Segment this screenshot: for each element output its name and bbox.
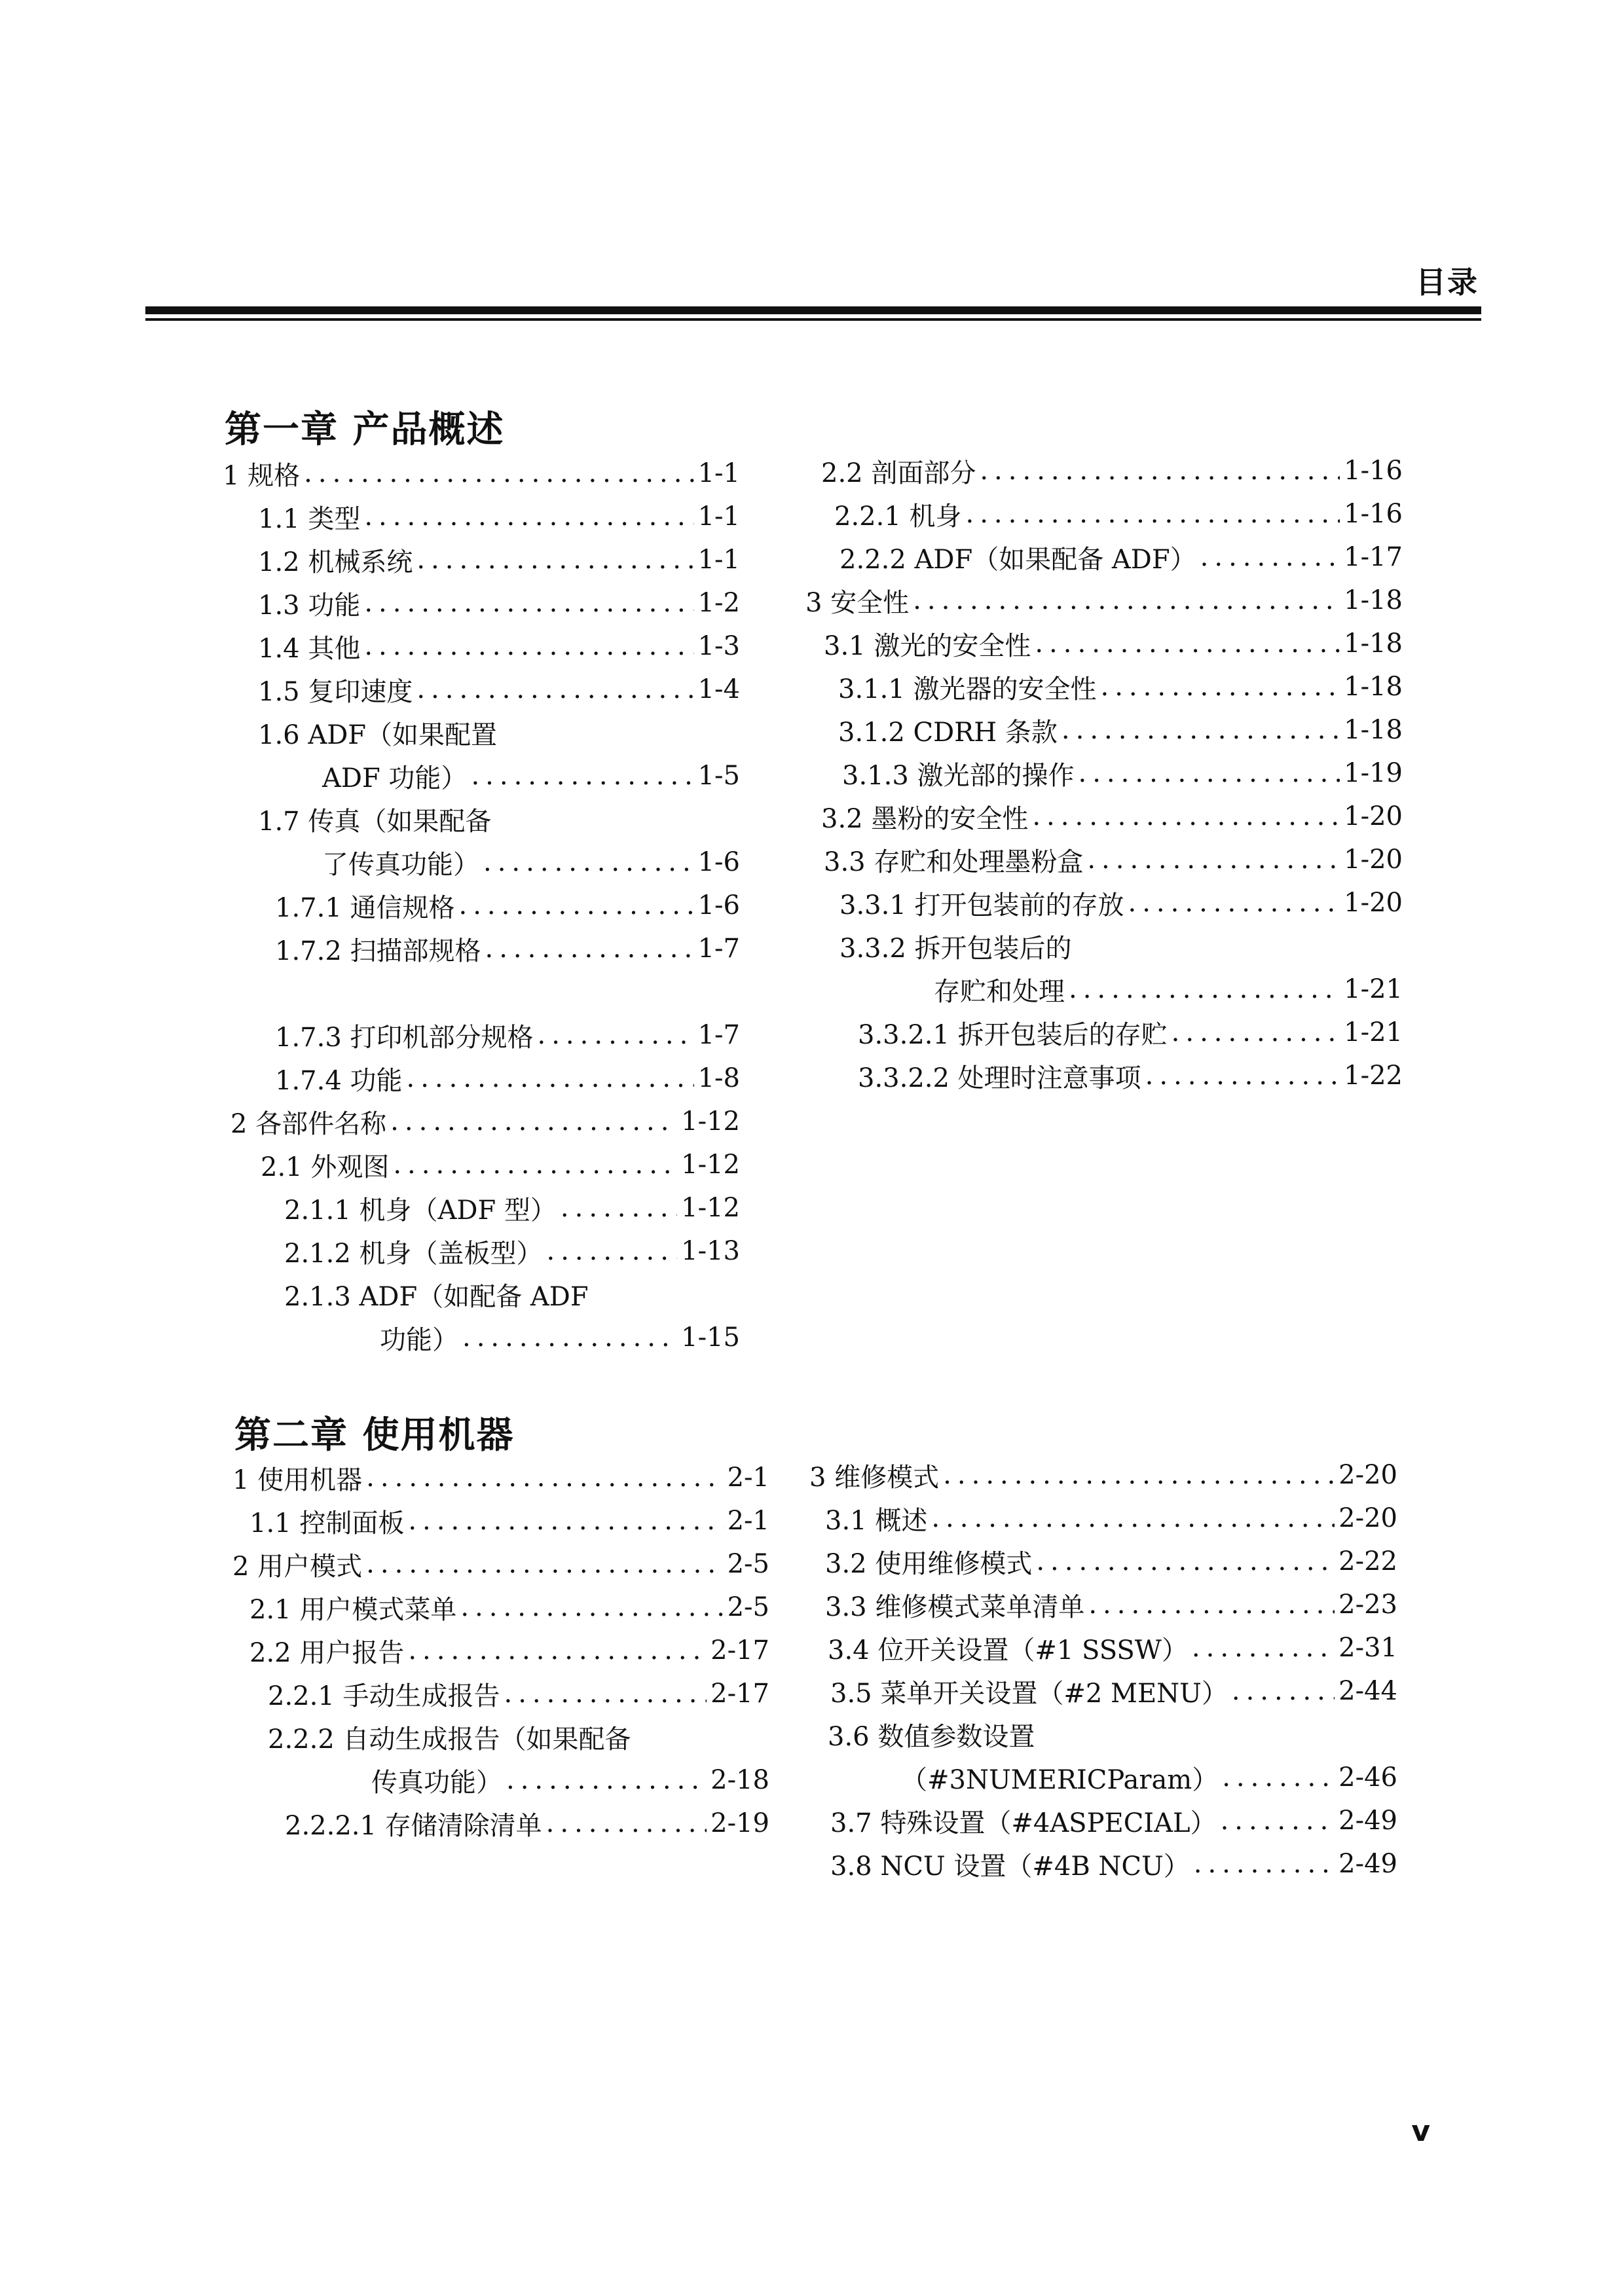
- toc-leader: [408, 1506, 723, 1536]
- toc-entry-page: 2-17: [710, 1635, 769, 1666]
- toc-entry-page: 1-2: [697, 588, 740, 618]
- toc-entry-title: 2.1 外观图: [261, 1152, 390, 1182]
- toc-entry-title: 2.1.3 ADF（如配备 ADF: [284, 1281, 589, 1312]
- toc-entry-page: 1-17: [1344, 542, 1403, 572]
- toc-leader: [471, 761, 693, 791]
- toc-leader: [459, 890, 694, 920]
- toc-entry-page: 2-18: [710, 1765, 769, 1795]
- toc-entry-title: 1.1 类型: [258, 503, 361, 534]
- toc-entry-page: 1-1: [697, 545, 740, 575]
- toc-entry[interactable]: [223, 927, 740, 970]
- toc-entry-title: 3.1 概述: [825, 1505, 928, 1536]
- toc-entry[interactable]: [805, 924, 1403, 968]
- toc-leader: [1069, 974, 1340, 1004]
- toc-leader: [1088, 1590, 1335, 1620]
- toc-entry-title: 1.7 传真（如果配备: [258, 806, 492, 837]
- toc-entry-title: 1.7.2 扫描部规格: [275, 936, 481, 966]
- toc-entry[interactable]: [223, 1100, 740, 1143]
- toc-entry-title: 3.4 位开关设置（#1 SSSW）: [828, 1635, 1188, 1666]
- toc-leader: [1087, 845, 1340, 875]
- toc-entry-page: 2-22: [1338, 1546, 1397, 1576]
- toc-entry-title: 2.1.1 机身（ADF 型）: [284, 1195, 557, 1226]
- toc-entry-title: 3.3.2.2 处理时注意事项: [858, 1063, 1141, 1093]
- toc-entry-title: 3.3 存贮和处理墨粉盒: [824, 847, 1084, 877]
- toc-entry[interactable]: [805, 708, 1403, 752]
- toc-leader: [304, 458, 693, 488]
- toc-entry-page: 2-20: [1338, 1503, 1397, 1533]
- toc-leader: [1035, 629, 1340, 659]
- toc-leader: [506, 1765, 707, 1795]
- toc-entry-title: 2.2.2 自动生成报告（如果配备: [268, 1724, 631, 1755]
- toc-entry[interactable]: [223, 1057, 740, 1100]
- toc-entry-page: 1-20: [1344, 801, 1403, 831]
- toc-entry[interactable]: [805, 881, 1403, 924]
- toc-entry[interactable]: [809, 1626, 1397, 1669]
- toc-entry-page: 1-15: [681, 1322, 740, 1353]
- toc-entry-page: 2-1: [727, 1463, 769, 1493]
- chapter2-title: 第二章 使用机器: [234, 1414, 515, 1457]
- toc-entry-page: 1-16: [1344, 499, 1403, 529]
- toc-entry[interactable]: [223, 668, 740, 711]
- toc-entry[interactable]: [223, 1273, 740, 1316]
- toc-entry[interactable]: [223, 1230, 740, 1273]
- toc-leader: [1101, 672, 1340, 702]
- toc-leader: [1128, 888, 1340, 918]
- toc-entry-title: 2.2.1 手动生成报告: [268, 1681, 500, 1711]
- toc-entry-title: 1.4 其他: [258, 633, 361, 664]
- toc-entry-title: 了传真功能）: [322, 849, 479, 880]
- toc-entry[interactable]: [805, 968, 1403, 1011]
- toc-leader: [485, 934, 694, 964]
- toc-entry-title: 1.7.4 功能: [275, 1065, 403, 1096]
- toc-entry[interactable]: [223, 797, 740, 841]
- chapter2-left-column: [232, 1456, 769, 1845]
- toc-entry-page: 1-22: [1344, 1061, 1403, 1091]
- toc-leader: [364, 631, 693, 661]
- toc-entry[interactable]: [809, 1842, 1397, 1886]
- toc-entry[interactable]: [809, 1497, 1397, 1540]
- toc-entry-title: 3.3.2.1 拆开包装后的存贮: [858, 1019, 1168, 1050]
- header-rule-thick: [145, 306, 1481, 314]
- toc-entry-page: 1-18: [1344, 715, 1403, 745]
- toc-entry-title: 3.5 菜单开关设置（#2 MENU）: [830, 1678, 1228, 1709]
- toc-entry-page: 1-1: [697, 501, 740, 532]
- toc-leader: [504, 1679, 707, 1709]
- toc-leader: [416, 674, 693, 704]
- header-label: 目录: [1416, 264, 1479, 300]
- toc-leader: [462, 1322, 677, 1353]
- toc-leader: [1222, 1762, 1335, 1793]
- toc-entry-title: 3 维修模式: [809, 1462, 940, 1493]
- toc-entry-page: 1-13: [681, 1236, 740, 1266]
- toc-entry[interactable]: [809, 1453, 1397, 1497]
- toc-entry[interactable]: [805, 536, 1403, 579]
- toc-entry[interactable]: [805, 579, 1403, 622]
- toc-entry-title: 1.5 复印速度: [258, 676, 413, 707]
- toc-leader: [460, 1592, 723, 1622]
- toc-entry-title: 1.3 功能: [258, 590, 361, 621]
- toc-leader: [546, 1808, 707, 1838]
- toc-entry[interactable]: [223, 1186, 740, 1230]
- toc-entry-page: 1-4: [697, 674, 740, 704]
- toc-entry[interactable]: [232, 1629, 769, 1672]
- toc-leader: [547, 1236, 678, 1266]
- toc-entry[interactable]: [805, 1011, 1403, 1054]
- toc-entry[interactable]: [809, 1540, 1397, 1583]
- toc-leader: [1061, 715, 1340, 745]
- toc-entry-page: 1-7: [697, 934, 740, 964]
- toc-entry[interactable]: [232, 1456, 769, 1499]
- toc-entry-page: 2-5: [727, 1592, 769, 1622]
- toc-entry[interactable]: [223, 1013, 740, 1057]
- toc-entry-page: 2-20: [1338, 1460, 1397, 1490]
- toc-entry[interactable]: [805, 838, 1403, 881]
- toc-entry-page: 2-49: [1338, 1806, 1397, 1836]
- toc-entry-title: 3.2 使用维修模式: [825, 1548, 1033, 1579]
- toc-entry-title: 3.6 数值参数设置: [828, 1721, 1035, 1752]
- toc-entry-title: 2 用户模式: [232, 1551, 363, 1582]
- toc-entry[interactable]: [223, 1316, 740, 1359]
- toc-leader: [408, 1635, 707, 1666]
- toc-entry[interactable]: [223, 754, 740, 797]
- toc-entry-page: 2-44: [1338, 1676, 1397, 1706]
- toc-leader: [966, 499, 1340, 529]
- toc-entry[interactable]: [809, 1799, 1397, 1842]
- toc-entry[interactable]: [805, 1054, 1403, 1097]
- header-rule-thin: [145, 318, 1481, 321]
- toc-entry-page: 1-6: [697, 890, 740, 920]
- toc-entry[interactable]: [223, 581, 740, 625]
- toc-entry-title: 3.3.2 拆开包装后的: [840, 933, 1072, 964]
- toc-entry-page: 2-19: [710, 1808, 769, 1838]
- toc-entry-title: 2.2.1 机身: [834, 501, 962, 532]
- toc-entry-page: 2-1: [727, 1506, 769, 1536]
- toc-entry[interactable]: [223, 1143, 740, 1186]
- toc-entry-page: 1-3: [697, 631, 740, 661]
- toc-entry-title: 1.6 ADF（如果配置: [258, 720, 498, 750]
- toc-entry[interactable]: [809, 1756, 1397, 1799]
- toc-entry-title: 3.1 激光的安全性: [824, 630, 1031, 661]
- toc-entry[interactable]: [805, 492, 1403, 536]
- toc-entry-page: 1-7: [697, 1020, 740, 1050]
- toc-leader: [931, 1503, 1335, 1533]
- toc-entry-page: 1-19: [1344, 758, 1403, 788]
- toc-entry-title: 1.2 机械系统: [258, 547, 413, 577]
- toc-entry-title: 2.2.2 ADF（如果配备 ADF）: [840, 544, 1196, 575]
- toc-entry-title: 1.7.3 打印机部分规格: [275, 1022, 534, 1053]
- toc-leader: [366, 1549, 723, 1579]
- toc-leader: [366, 1463, 723, 1493]
- toc-entry[interactable]: [223, 495, 740, 538]
- toc-leader: [483, 847, 694, 877]
- toc-leader: [364, 501, 693, 532]
- toc-leader: [538, 1020, 694, 1050]
- toc-entry[interactable]: [232, 1715, 769, 1758]
- toc-entry-page: 1-12: [681, 1106, 740, 1137]
- toc-entry-title: 2.2 剖面部分: [821, 458, 976, 488]
- toc-entry[interactable]: [232, 1499, 769, 1542]
- toc-entry-title: 功能）: [380, 1324, 458, 1355]
- toc-entry-title: 2.1.2 机身（盖板型）: [284, 1238, 543, 1269]
- toc-leader: [943, 1460, 1335, 1490]
- toc-entry[interactable]: [223, 711, 740, 754]
- toc-entry-page: 1-20: [1344, 845, 1403, 875]
- toc-entry-page: 1-20: [1344, 888, 1403, 918]
- toc-leader: [416, 545, 693, 575]
- toc-entry-page: 2-23: [1338, 1590, 1397, 1620]
- toc-entry-title: 传真功能）: [371, 1767, 502, 1798]
- toc-entry-page: 1-16: [1344, 456, 1403, 486]
- toc-entry-page: 1-21: [1344, 1017, 1403, 1048]
- toc-entry[interactable]: [223, 452, 740, 495]
- toc-entry-page: 1-12: [681, 1150, 740, 1180]
- toc-entry-page: 1-18: [1344, 672, 1403, 702]
- toc-entry-title: 1 使用机器: [232, 1465, 363, 1495]
- toc-leader: [980, 456, 1340, 486]
- toc-entry-page: 2-31: [1338, 1633, 1397, 1663]
- toc-entry-page: 1-8: [697, 1063, 740, 1093]
- toc-entry[interactable]: [223, 841, 740, 884]
- toc-entry[interactable]: [805, 622, 1403, 665]
- chapter1-right-column: [805, 449, 1403, 1097]
- toc-leader: [1079, 758, 1340, 788]
- toc-entry[interactable]: [805, 449, 1403, 492]
- toc-leader: [1194, 1849, 1335, 1879]
- toc-entry-title: 2.1 用户模式菜单: [249, 1594, 457, 1625]
- toc-entry-page: 2-17: [710, 1679, 769, 1709]
- toc-leader: [1221, 1806, 1335, 1836]
- toc-entry-title: 3.1.1 激光器的安全性: [838, 674, 1097, 704]
- toc-entry-title: ADF 功能）: [322, 763, 468, 793]
- toc-leader: [1192, 1633, 1335, 1663]
- toc-entry-title: 2 各部件名称: [231, 1108, 387, 1139]
- toc-entry-title: 1 规格: [223, 460, 301, 491]
- chapter1-title: 第一章 产品概述: [225, 409, 505, 451]
- toc-entry[interactable]: [232, 1802, 769, 1845]
- toc-leader: [1036, 1546, 1335, 1576]
- toc-leader: [1232, 1676, 1335, 1706]
- toc-entry[interactable]: [809, 1669, 1397, 1713]
- toc-entry-title: 3.8 NCU 设置（#4B NCU）: [830, 1851, 1190, 1882]
- toc-leader: [913, 585, 1340, 615]
- toc-entry[interactable]: [232, 1586, 769, 1629]
- toc-leader: [1172, 1017, 1340, 1048]
- chapter2-right-column: [809, 1453, 1397, 1886]
- toc-entry-title: 1.1 控制面板: [249, 1508, 405, 1539]
- toc-entry-title: 3.1.2 CDRH 条款: [838, 717, 1058, 748]
- toc-entry-page: 1-6: [697, 847, 740, 877]
- toc-entry[interactable]: [805, 752, 1403, 795]
- toc-entry-page: 1-12: [681, 1193, 740, 1223]
- toc-entry-title: 3.3.1 打开包装前的存放: [840, 890, 1124, 920]
- toc-entry[interactable]: [223, 625, 740, 668]
- toc-entry-title: 2.2.2.1 存储清除清单: [285, 1810, 542, 1841]
- toc-entry[interactable]: [809, 1583, 1397, 1626]
- toc-entry-title: 3.1.3 激光部的操作: [842, 760, 1075, 791]
- toc-leader: [1145, 1061, 1340, 1091]
- toc-leader: [1032, 801, 1340, 831]
- toc-entry-page: 2-5: [727, 1549, 769, 1579]
- toc-entry-title: （#3NUMERICParam）: [901, 1764, 1219, 1795]
- toc-entry-title: 2.2 用户报告: [249, 1637, 405, 1668]
- toc-entry[interactable]: [232, 1672, 769, 1715]
- toc-entry[interactable]: [223, 884, 740, 927]
- toc-entry-page: 1-21: [1344, 974, 1403, 1004]
- toc-entry-page: 1-18: [1344, 585, 1403, 615]
- toc-entry-title: 3 安全性: [805, 587, 910, 618]
- toc-entry-page: 1-5: [697, 761, 740, 791]
- toc-entry-page: 2-49: [1338, 1849, 1397, 1879]
- toc-entry-title: 存贮和处理: [934, 976, 1065, 1007]
- toc-leader: [364, 588, 693, 618]
- toc-blank-row: [223, 970, 740, 1013]
- page-number: v: [1411, 2115, 1430, 2148]
- toc-leader: [561, 1193, 677, 1223]
- toc-entry-title: 1.7.1 通信规格: [275, 892, 455, 923]
- toc-entry-title: 3.3 维修模式菜单清单: [825, 1592, 1085, 1622]
- toc-leader: [407, 1063, 694, 1093]
- toc-entry-page: 1-18: [1344, 629, 1403, 659]
- toc-entry-page: 1-1: [697, 458, 740, 488]
- toc-entry[interactable]: [232, 1758, 769, 1802]
- chapter1-left-column: [223, 452, 740, 1359]
- toc-leader: [390, 1106, 677, 1137]
- toc-leader: [393, 1150, 677, 1180]
- toc-entry-page: 2-46: [1338, 1762, 1397, 1793]
- toc-entry[interactable]: [805, 795, 1403, 838]
- toc-entry-title: 3.7 特殊设置（#4ASPECIAL）: [830, 1808, 1217, 1838]
- toc-leader: [1200, 542, 1340, 572]
- toc-entry[interactable]: [232, 1542, 769, 1586]
- toc-entry[interactable]: [809, 1713, 1397, 1756]
- toc-entry[interactable]: [223, 538, 740, 581]
- toc-entry-title: 3.2 墨粉的安全性: [821, 803, 1029, 834]
- toc-entry[interactable]: [805, 665, 1403, 708]
